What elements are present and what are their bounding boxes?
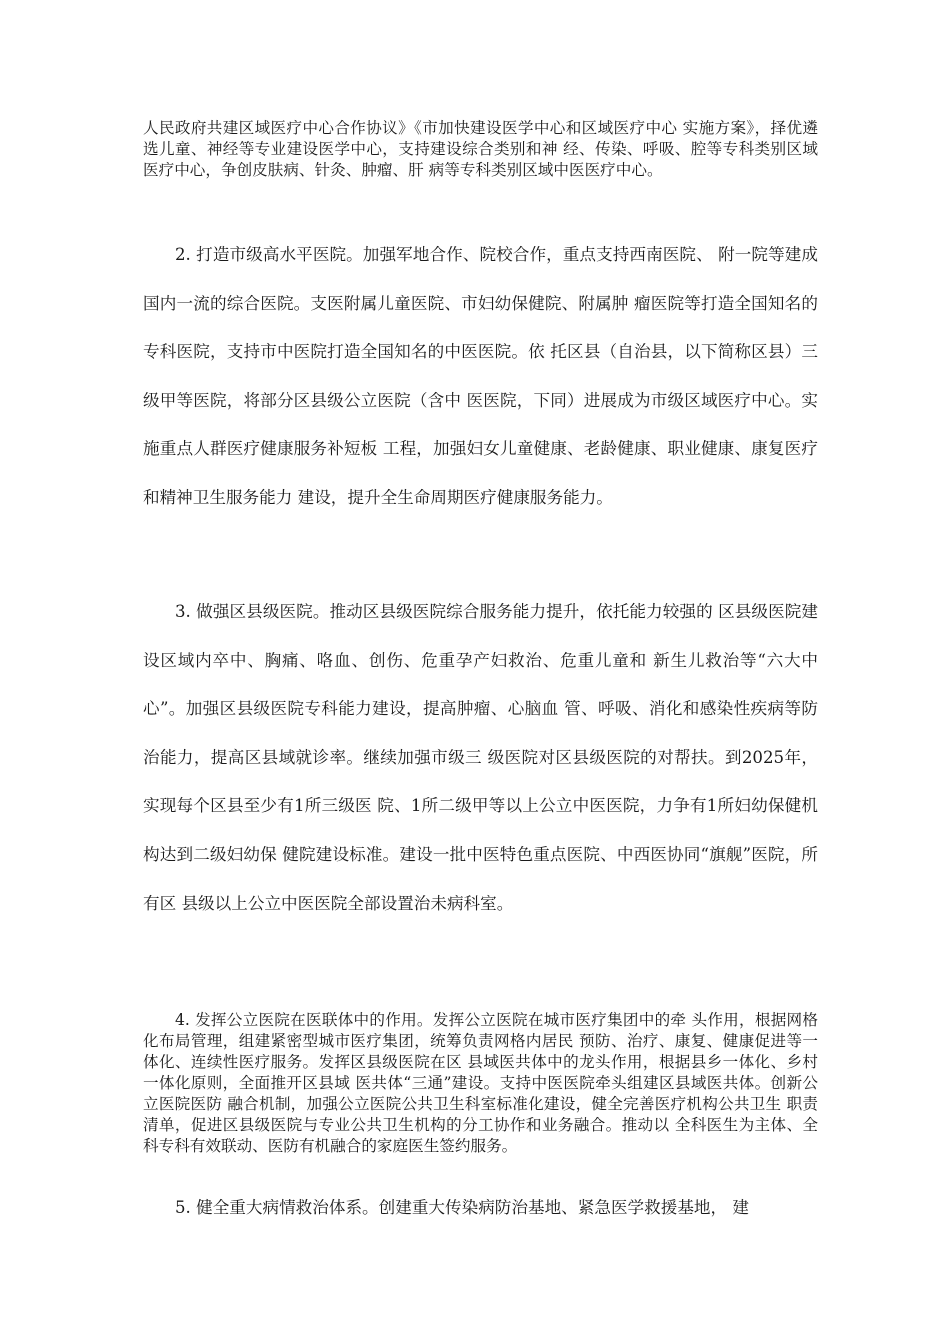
paragraph-district-county-hospitals: 3. 做强区县级医院。推动区县级医院综合服务能力提升，依托能力较强的 区县级医院建设区域内卒中、胸痛、咯血、创伤、危重孕产妇救治、危重儿童和 新生儿救治等“六大中心”。加强区县级医院专科能力建设，提高肿瘤、心脑血 管、呼吸、消化和感染性疾病等防治能力，提高区县域就诊率。继续加强市级三 级医院对区县级医院的对帮扶。到2025年，实现每个区县至少有1所三级医 院、1所二级甲等以上公立中医医院，力争有1所妇幼保健机构达到二级妇幼保 健院建设标准。建设一批中医特色重点医院、中西医协同“旗舰”医院，所有区 县级以上公立中医医院全部设置治未病科室。 — [143, 602, 818, 913]
paragraph-regional-medical-centers: 人民政府共建区域医疗中心合作协议》《市加快建设医学中心和区域医疗中心 实施方案》，择优遴选儿童、神经等专业建设医学中心，支持建设综合类别和神 经、传染、呼吸、腔等专科类别区域医疗中心，争创皮肤病、针灸、肿瘤、肝 病等专科类别区域中医医疗中心。 — [143, 119, 818, 179]
paragraph-municipal-hospitals: 2. 打造市级高水平医院。加强军地合作、院校合作，重点支持西南医院、 附一院等建成国内一流的综合医院。支医附属儿童医院、市妇幼保健院、附属肿 瘤医院等打造全国知名的专科医院，支持市中医院打造全国知名的中医医院。依 托区县（自治县，以下简称区县）三级甲等医院，将部分区县级公立医院（含中 医医院，下同）进展成为市级区域医疗中心。实施重点人群医疗健康服务补短板 工程，加强妇女儿童健康、老龄健康、职业健康、康复医疗和精神卫生服务能力 建设，提升全生命周期医疗健康服务能力。 — [143, 245, 818, 507]
paragraph-major-illness-treatment: 5. 健全重大病情救治体系。创建重大传染病防治基地、紧急医学救援基地， 建 — [175, 1198, 749, 1217]
paragraph-medical-alliance-role: 4. 发挥公立医院在医联体中的作用。发挥公立医院在城市医疗集团中的牵 头作用，根据网格化布局管理，组建紧密型城市医疗集团，统筹负责网格内居民 预防、治疗、康复、健康促进等一体化、连续性医疗服务。发挥区县级医院在区 县域医共体中的龙头作用，根据县乡一体化、乡村一体化原则，全面推开区县域 医共体“三通”建设。支持中医医院牵头组建区县域医共体。创新公立医院医防 融合机制，加强公立医院公共卫生科室标准化建设，健全完善医疗机构公共卫生 职责清单，促进区县级医院与专业公共卫生机构的分工协作和业务融合。推动以 全科医生为主体、全科专科有效联动、医防有机融合的家庭医生签约服务。 — [143, 1011, 818, 1155]
